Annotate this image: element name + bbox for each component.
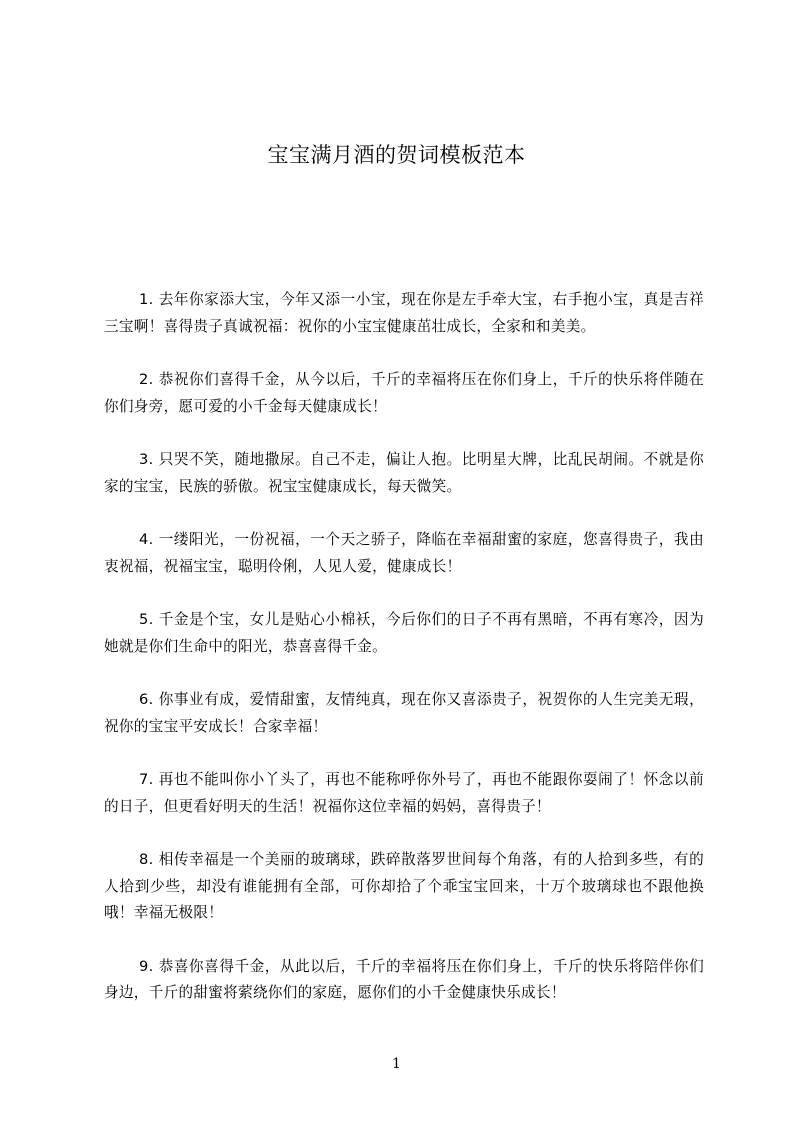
paragraph-3: 3. 只哭不笑，随地撒尿。自己不走，偏让人抱。比明星大牌，比乱民胡闹。不就是你家的宝宝，民族的骄傲。祝宝宝健康成长，每天微笑。 <box>104 451 704 495</box>
paragraph-4: 4. 一缕阳光，一份祝福，一个天之骄子，降临在幸福甜蜜的家庭，您喜得贵子，我由衷祝福，祝福宝宝，聪明伶俐，人见人爱，健康成长！ <box>104 531 704 575</box>
paragraph-1: 1. 去年你家添大宝，今年又添一小宝，现在你是左手牵大宝，右手抱小宝，真是吉祥三宝啊！喜得贵子真诚祝福：祝你的小宝宝健康茁壮成长，全家和和美美。 <box>104 291 704 335</box>
document-body <box>104 287 704 1034</box>
paragraph-5: 5. 千金是个宝，女儿是贴心小棉袄，今后你们的日子不再有黑暗，不再有寒冷，因为她就是你们生命中的阳光，恭喜喜得千金。 <box>104 611 704 655</box>
document-title: 宝宝满月酒的贺词模板范本 <box>267 143 526 167</box>
paragraph-8: 8. 相传幸福是一个美丽的玻璃球，跌碎散落罗世间每个角落，有的人拾到多些，有的人拾到少些，却没有谁能拥有全部，可你却拾了个乖宝宝回来，十万个玻璃球也不跟他换哦！幸福无极限！ <box>104 851 704 921</box>
paragraph-7: 7. 再也不能叫你小丫头了，再也不能称呼你外号了，再也不能跟你耍闹了！怀念以前的日子，但更看好明天的生活！祝福你这位幸福的妈妈，喜得贵子！ <box>104 771 704 815</box>
paragraph-6: 6. 你事业有成，爱情甜蜜，友情纯真，现在你又喜添贵子，祝贺你的人生完美无瑕，祝你的宝宝平安成长！合家幸福！ <box>104 691 704 735</box>
paragraph-9: 9. 恭喜你喜得千金，从此以后，千斤的幸福将压在你们身上，千斤的快乐将陪伴你们身边，千斤的甜蜜将萦绕你们的家庭，愿你们的小千金健康快乐成长！ <box>104 957 704 1001</box>
paragraph-2: 2. 恭祝你们喜得千金，从今以后，千斤的幸福将压在你们身上，千斤的快乐将伴随在你们身旁，愿可爱的小千金每天健康成长！ <box>104 371 704 415</box>
page-number: 1 <box>392 1056 401 1072</box>
